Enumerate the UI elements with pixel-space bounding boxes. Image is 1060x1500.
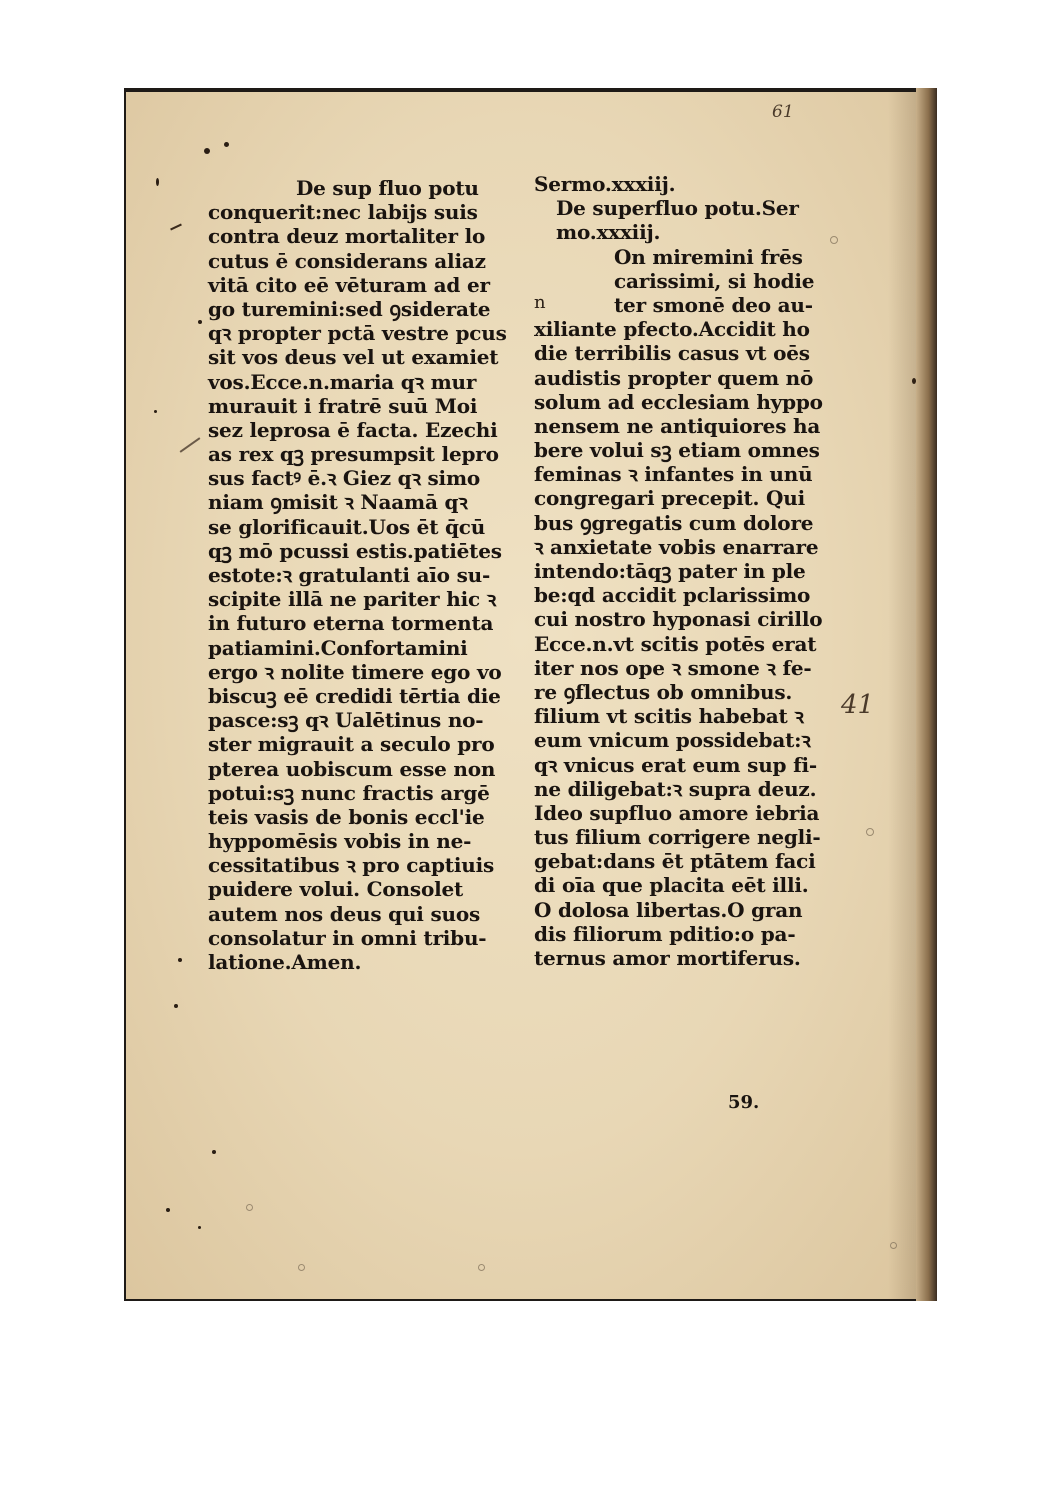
text-line: vos.Ecce.n.maria qꝛ mur	[208, 369, 477, 394]
text-line: congregari precepit. Qui	[534, 486, 806, 511]
text-line: puidere volui. Consolet	[208, 877, 464, 902]
left-column	[208, 176, 518, 974]
text-line: teis vasis de bonis eccl'ie	[208, 804, 485, 829]
text-line: latione.Amen.	[208, 950, 362, 974]
text-line: Ideo supfluo amore iebria	[534, 800, 820, 825]
text-line: cutus ē considerans aliaz	[208, 248, 486, 273]
folio-number: 61	[772, 102, 794, 122]
text-line: qꝛ vnicus erat eum sup fi-	[534, 752, 817, 777]
manuscript-page	[126, 92, 916, 1299]
text-line: qꝛ propter pctā vestre pcus	[208, 321, 507, 346]
ink-speck	[156, 178, 159, 186]
text-line: O dolosa libertas.O gran	[534, 897, 803, 922]
ink-speck	[154, 410, 157, 413]
right-column	[534, 172, 844, 970]
text-line: patiamini.Confortamini	[208, 635, 468, 660]
text-line: be:qd accidit pclarissimo	[534, 583, 811, 608]
wormhole	[866, 828, 874, 836]
text-line: eum vnicum possidebat:ꝛ	[534, 728, 811, 753]
text-line: in futuro eterna tormenta	[208, 611, 494, 636]
text-line: bere volui sꝫ etiam omnes	[534, 438, 820, 463]
ink-speck	[166, 1208, 170, 1212]
text-line: pasce:sꝫ qꝛ Ualētinus no-	[208, 708, 484, 733]
wormhole	[298, 1264, 305, 1271]
wormhole	[830, 236, 838, 244]
text-line: Ecce.n.vt scitis potēs erat	[534, 631, 817, 656]
margin-note: 41	[841, 690, 875, 720]
text-line: carissimi, si hodie	[614, 268, 815, 293]
text-line: niam ꝯmisit ꝛ Naamā qꝛ	[208, 490, 468, 515]
text-line: di oīa que placita eēt illi.	[534, 873, 809, 898]
sermon-heading: Sermo.xxxiij.	[534, 172, 676, 196]
text-line: tus filium corrigere negli-	[534, 825, 821, 850]
text-line: sus factꝰ ē.ꝛ Giez qꝛ simo	[208, 466, 481, 491]
text-line: as rex qꝫ presumpsit lepro	[208, 442, 499, 467]
text-line: De sup fluo potu	[296, 176, 479, 200]
text-line: contra deuz mortaliter lo	[208, 224, 486, 249]
text-line: die terribilis casus vt oēs	[534, 341, 810, 366]
text-line: pterea uobiscum esse non	[208, 756, 496, 781]
ink-speck	[198, 1226, 201, 1229]
text-line: sez leprosa ē facta. Ezechi	[208, 417, 498, 442]
guide-letter: n	[534, 292, 546, 313]
wormhole	[478, 1264, 485, 1271]
text-line: murauit i fratrē suū Moi	[208, 393, 478, 418]
ink-speck	[198, 320, 202, 324]
text-line: feminas ꝛ infantes in unū	[534, 462, 813, 487]
ink-speck	[212, 1150, 216, 1154]
text-line: autem nos deus qui suos	[208, 901, 481, 926]
text-line: go turemini:sed ꝯsiderate	[208, 296, 491, 321]
text-line: filium vt scitis habebat ꝛ	[534, 704, 804, 729]
text-line: ster migrauit a seculo pro	[208, 732, 495, 757]
sermon-title: mo.xxxiij.	[556, 220, 661, 245]
wormhole	[246, 1204, 253, 1211]
ink-speck	[204, 148, 210, 154]
text-line: cessitatibus ꝛ pro captiuis	[208, 853, 495, 878]
text-line: conquerit:nec labijs suis	[208, 200, 478, 225]
margin-tick	[170, 224, 182, 231]
text-line: nensem ne antiquiores ha	[534, 413, 821, 438]
ink-speck	[174, 1004, 178, 1008]
text-line: re ꝯflectus ob omnibus.	[534, 679, 793, 704]
page-scan	[124, 88, 937, 1301]
text-line: cui nostro hyponasi cirillo	[534, 607, 823, 632]
text-line: On miremini frēs	[614, 244, 803, 269]
text-line: scipite illā ne pariter hic ꝛ	[208, 587, 496, 612]
text-line: bus ꝯgregatis cum dolore	[534, 510, 814, 535]
wormhole	[890, 1242, 897, 1249]
text-line: biscuꝫ eē credidi tērtia die	[208, 683, 501, 708]
text-line: solum ad ecclesiam hyppo	[534, 389, 823, 414]
text-line: gebat:dans ēt ptātem faci	[534, 849, 816, 874]
text-line: ergo ꝛ nolite timere ego vo	[208, 659, 502, 684]
text-line: qꝫ mō pcussi estis.patiētes	[208, 538, 502, 563]
text-line: consolatur in omni tribu-	[208, 925, 487, 950]
text-line: ter smonē deo au-	[614, 292, 813, 317]
text-line: sit vos deus vel ut examiet	[208, 345, 499, 370]
signature-mark: 59.	[728, 1092, 760, 1113]
text-line: iter nos ope ꝛ smone ꝛ fe-	[534, 655, 812, 680]
ink-speck	[178, 958, 182, 962]
text-line: estote:ꝛ gratulanti aīo su-	[208, 563, 491, 587]
text-line: potui:sꝫ nunc fractis argē	[208, 780, 490, 805]
text-line: intendo:tāqꝫ pater in ple	[534, 559, 806, 583]
text-line: xiliante pfecto.Accidit ho	[534, 317, 810, 342]
text-line: hyppomēsis vobis in ne-	[208, 829, 472, 854]
text-line: ne diligebat:ꝛ supra deuz.	[534, 776, 817, 801]
sermon-title: De superfluo potu.Ser	[556, 196, 799, 221]
text-line: ꝛ anxietate vobis enarrare	[534, 534, 819, 559]
text-line: se glorificauit.Uos ēt q̄cū	[208, 514, 486, 539]
text-line: dis filiorum pditio:o pa-	[534, 921, 796, 946]
text-line: audistis propter quem nō	[534, 365, 814, 390]
text-line: ternus amor mortiferus.	[534, 946, 801, 970]
ink-speck	[224, 142, 229, 147]
text-line: vitā cito eē vēturam ad er	[208, 272, 490, 297]
margin-tick	[180, 437, 201, 452]
page-edge	[916, 88, 937, 1301]
